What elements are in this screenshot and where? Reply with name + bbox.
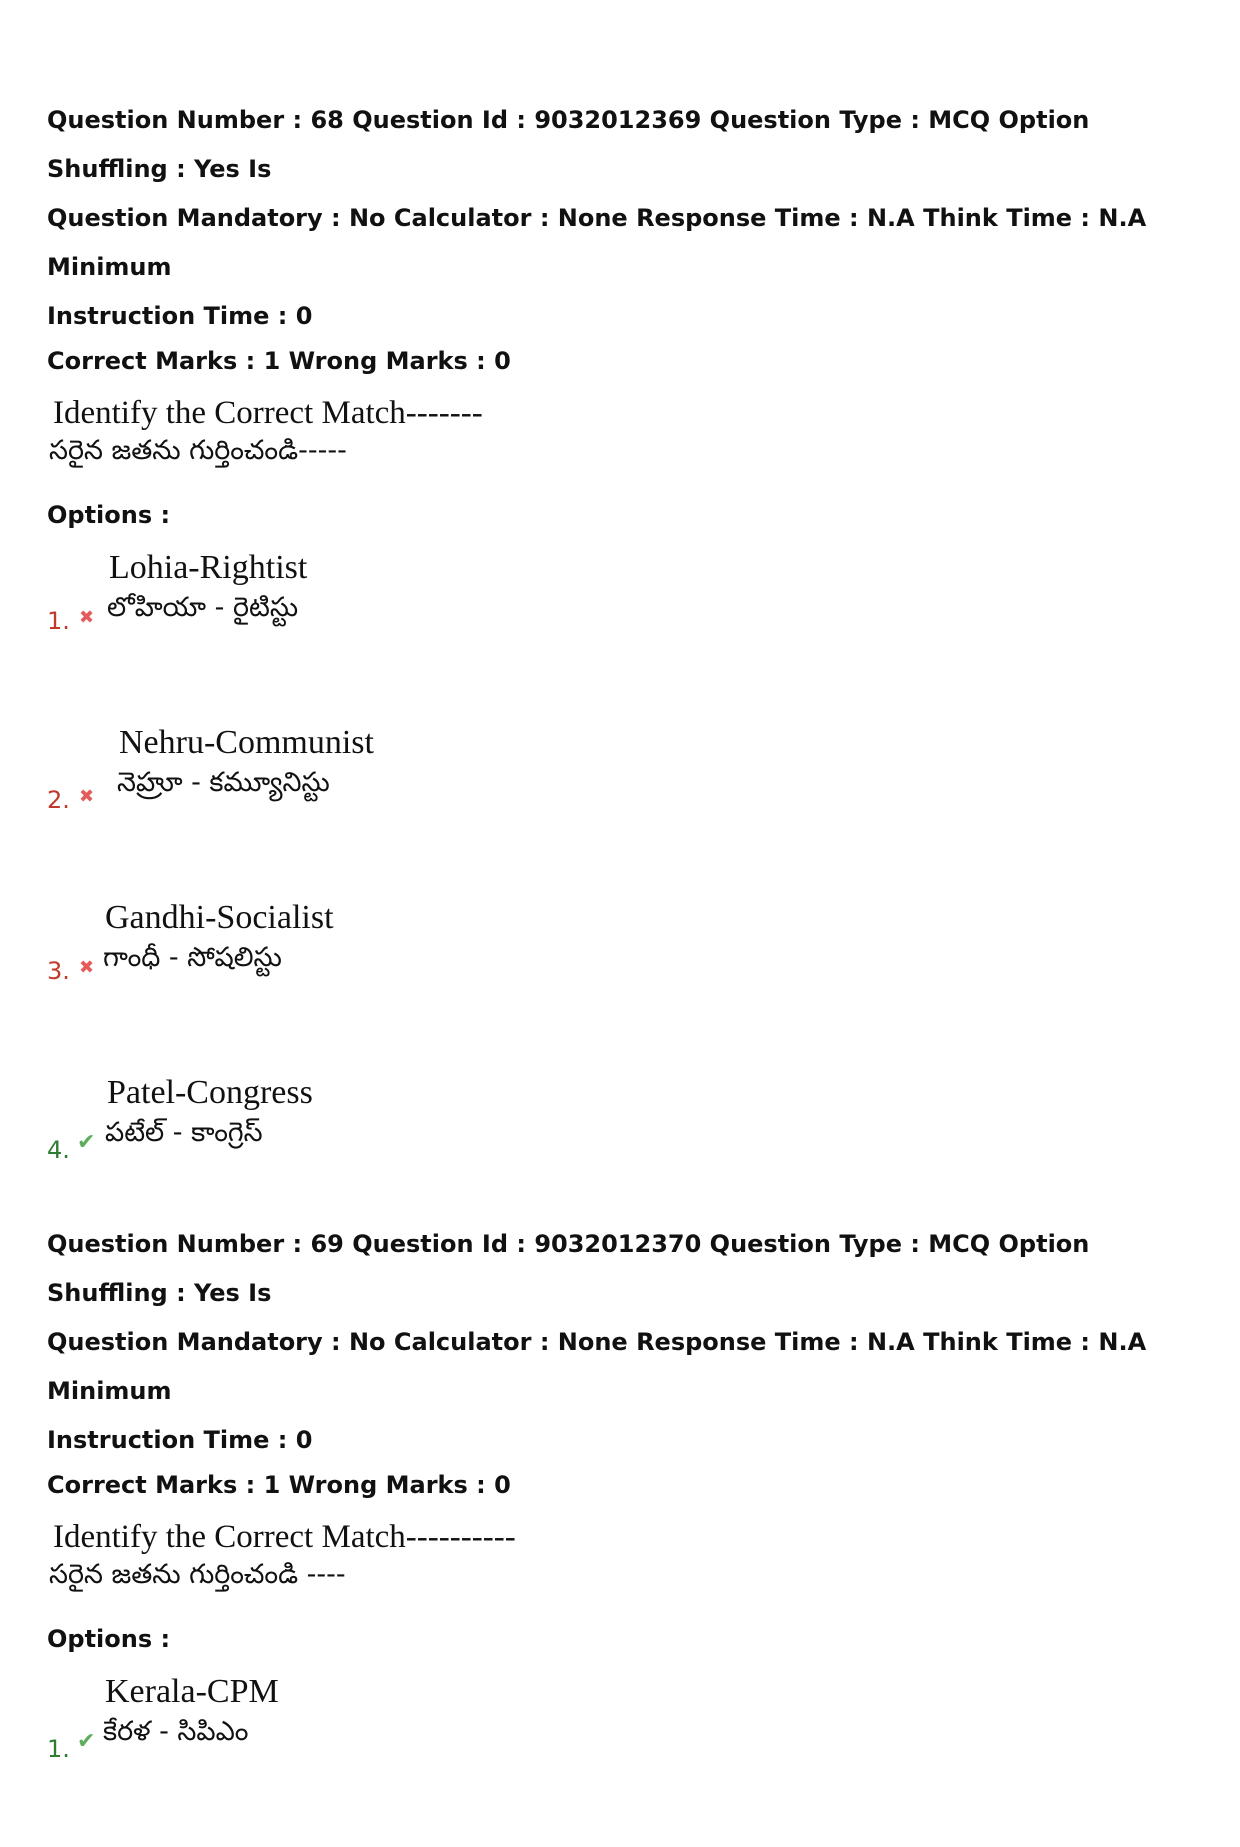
question-meta-line: Question Mandatory : No Calculator : None Response Time : N.A Think Time : N.A Minimum <box>47 1328 1147 1405</box>
cross-icon: ✖ <box>79 786 95 807</box>
option-item <box>47 723 1207 898</box>
option-item <box>47 548 1207 723</box>
option-number: 4. <box>47 1136 70 1164</box>
question-text <box>49 394 1207 470</box>
options-label: Options : <box>47 501 171 529</box>
check-icon: ✔ <box>77 1729 96 1754</box>
option-text-telugu: లోహియా - రైటిస్టు <box>107 592 299 623</box>
option-content <box>119 723 374 803</box>
question-meta-line: Question Mandatory : No Calculator : None Response Time : N.A Think Time : N.A Minimum <box>47 204 1147 281</box>
question-text-telugu: సరైన జతను గుర్తించండి ---- <box>49 1559 346 1590</box>
option-text-telugu: కేరళ - సిపిఎం <box>103 1716 249 1747</box>
option-text-telugu: పటేల్ - కాంగ్రెస్ <box>105 1117 263 1148</box>
option-number: 1. <box>47 607 70 635</box>
question-meta-line: Instruction Time : 0 <box>47 302 313 330</box>
cross-icon: ✖ <box>79 607 95 628</box>
options-label: Options : <box>47 1625 171 1653</box>
option-number: 3. <box>47 957 70 985</box>
option-number: 1. <box>47 1735 70 1763</box>
option-text-english: Nehru-Communist <box>119 724 374 761</box>
option-text-english: Gandhi-Socialist <box>105 899 334 936</box>
option-text-english: Lohia-Rightist <box>109 549 308 586</box>
option-item <box>47 898 1207 1073</box>
option-content <box>105 1672 279 1752</box>
question-meta-line: Question Number : 69 Question Id : 9032012370 Question Type : MCQ Option Shuffling : Yes Is <box>47 1230 1090 1307</box>
option-content <box>105 898 334 978</box>
check-icon: ✔ <box>77 1130 96 1155</box>
options-list <box>47 1672 1207 1847</box>
question-text <box>49 1518 1207 1594</box>
cross-icon: ✖ <box>79 957 95 978</box>
marks-line: Correct Marks : 1 Wrong Marks : 0 <box>47 347 511 375</box>
question-text-telugu: సరైన జతను గుర్తించండి----- <box>49 435 347 466</box>
question-text-english: Identify the Correct Match---------- <box>53 1519 516 1555</box>
question-block-68 <box>47 96 1207 1248</box>
option-text-telugu: నెహ్రూ - కమ్యూనిస్టు <box>117 767 330 798</box>
question-meta-line: Question Number : 68 Question Id : 9032012369 Question Type : MCQ Option Shuffling : Yes Is <box>47 106 1090 183</box>
options-list <box>47 548 1207 1248</box>
option-item <box>47 1672 1207 1847</box>
option-content <box>107 1073 313 1153</box>
question-block-69 <box>47 1220 1207 1847</box>
option-text-english: Kerala-CPM <box>105 1673 279 1710</box>
option-content <box>109 548 307 628</box>
question-meta-line: Instruction Time : 0 <box>47 1426 313 1454</box>
question-text-english: Identify the Correct Match------- <box>53 395 483 431</box>
option-text-english: Patel-Congress <box>107 1074 313 1111</box>
option-number: 2. <box>47 786 70 814</box>
marks-line: Correct Marks : 1 Wrong Marks : 0 <box>47 1471 511 1499</box>
option-text-telugu: గాంధీ - సోషలిస్టు <box>103 942 282 973</box>
